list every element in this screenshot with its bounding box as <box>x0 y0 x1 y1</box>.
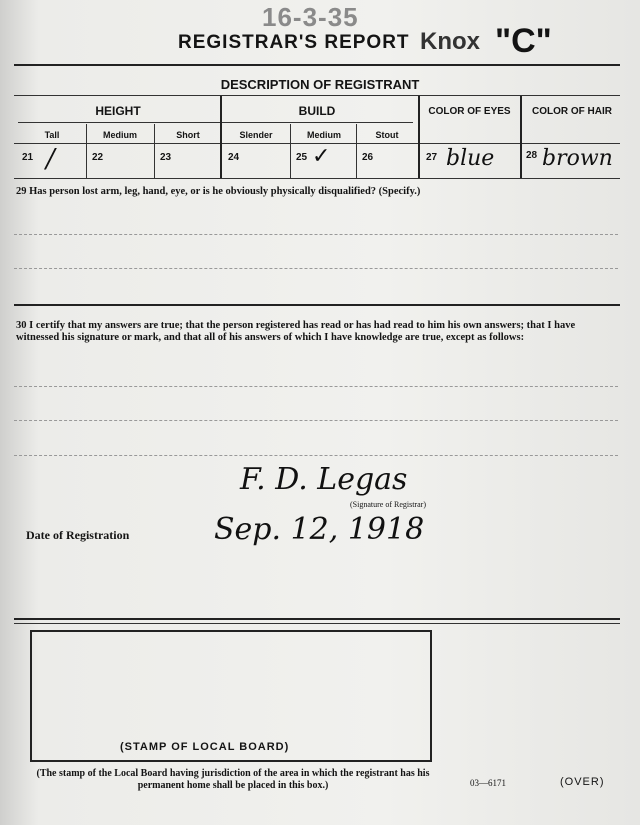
col-stout: Stout <box>375 130 399 140</box>
stamp-note: (The stamp of the Local Board having jurisdiction of the area in which the registrant has his permanent home shall be placed in this box.) <box>36 768 430 791</box>
divider <box>14 95 620 96</box>
build-label: BUILD <box>298 104 336 118</box>
eyes-label: COLOR OF EYES <box>428 106 511 117</box>
divider <box>14 618 620 620</box>
serial-stamp: 16-3-35 <box>262 2 359 32</box>
over-label: (OVER) <box>560 776 605 788</box>
tall-mark: / <box>46 144 55 174</box>
eyes-value: blue <box>446 146 495 171</box>
answer-line <box>14 455 618 456</box>
county-stamp: Knox <box>420 28 480 55</box>
divider <box>14 64 620 66</box>
height-label: HEIGHT <box>95 104 141 118</box>
column-rule <box>520 96 522 178</box>
stamp-label: (STAMP OF LOCAL BOARD) <box>120 741 290 753</box>
field-21: 21 <box>22 152 34 163</box>
col-tall: Tall <box>44 130 60 140</box>
column-rule <box>290 124 291 178</box>
field-28: 28 <box>526 150 538 161</box>
answer-line <box>14 234 618 235</box>
divider <box>14 178 620 179</box>
column-rule <box>154 124 155 178</box>
question-29: 29 Has person lost arm, leg, hand, eye, or is he obviously physically disqualified? (Specify.) <box>16 186 421 197</box>
report-title: REGISTRAR'S REPORT <box>178 32 410 53</box>
answer-line <box>14 386 618 387</box>
col-medium-height: Medium <box>102 130 137 140</box>
hair-value: brown <box>542 146 613 171</box>
divider <box>18 122 413 123</box>
answer-line <box>14 268 618 269</box>
registration-date-value: Sep. 12, 1918 <box>214 512 425 547</box>
field-22: 22 <box>92 152 104 163</box>
field-24: 24 <box>228 152 240 163</box>
question-30: 30 I certify that my answers are true; that the person registered has read or has had read to him his own answers; that I have witnessed his signature or mark, and that all of his answers of which I have knowledge are true, except as follows: <box>16 320 576 343</box>
field-27: 27 <box>426 152 438 163</box>
field-25: 25 <box>296 152 308 163</box>
column-rule <box>356 124 357 178</box>
divider <box>14 623 620 624</box>
divider <box>14 304 620 306</box>
build-checkmark: ✓ <box>312 144 331 169</box>
col-short: Short <box>176 130 200 140</box>
hair-label: COLOR OF HAIR <box>532 106 612 117</box>
registrar-signature: F. D. Legas <box>240 462 408 497</box>
board-letter: "C" <box>495 22 552 60</box>
form-code: 03—6171 <box>470 778 506 788</box>
description-heading: DESCRIPTION OF REGISTRANT <box>220 77 420 92</box>
column-rule <box>86 124 87 178</box>
answer-line <box>14 420 618 421</box>
col-slender: Slender <box>239 130 273 140</box>
registration-date-label: Date of Registration <box>26 528 130 542</box>
signature-caption: (Signature of Registrar) <box>350 500 426 509</box>
col-medium-build: Medium <box>306 130 341 140</box>
field-26: 26 <box>362 152 374 163</box>
column-rule <box>418 96 420 178</box>
column-rule <box>220 96 222 178</box>
field-23: 23 <box>160 152 172 163</box>
